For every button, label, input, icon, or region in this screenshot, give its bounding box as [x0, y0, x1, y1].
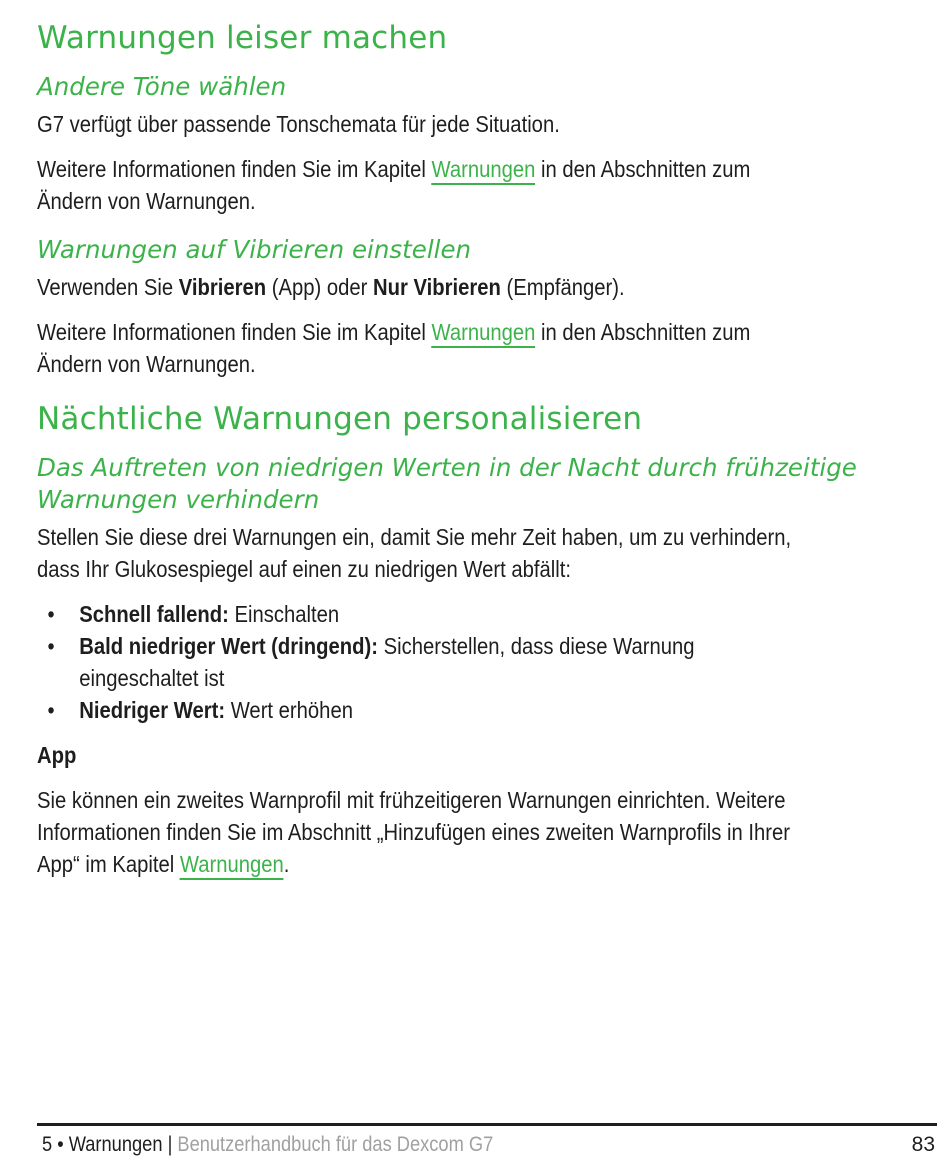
paragraph-more-info-1 [37, 153, 930, 217]
bullet-text: Wert erhöhen [225, 697, 353, 723]
section-heading-quieter-alerts: Warnungen leiser machen [37, 20, 448, 56]
app-heading [37, 739, 930, 771]
paragraph-use-vibrate [37, 271, 930, 303]
section-heading-night-alerts: Nächtliche Warnungen personalisieren [37, 401, 643, 437]
text-change-alerts: Ändern von Warnungen. [37, 351, 256, 377]
footer-text [42, 1131, 934, 1157]
page-number: 83 [911, 1133, 935, 1156]
text-vibrieren-bold: Vibrieren [178, 274, 267, 300]
subheading-line: Das Auftreten von niedrigen Werten in der Nacht durch frühzeitige [37, 453, 857, 482]
list-item [37, 694, 930, 726]
paragraph-set-three-alerts [37, 521, 930, 585]
subheading-set-vibrate: Warnungen auf Vibrieren einstellen [37, 235, 472, 264]
bullet-label: Bald niedriger Wert (dringend): [79, 633, 378, 659]
list-item [37, 630, 930, 694]
text-line: Sie können ein zweites Warnprofil mit frühzeitigeren Warnungen einrichten. Weitere [37, 787, 786, 813]
footer-divider [37, 1123, 937, 1126]
text-receiver: (Empfänger). [500, 274, 625, 300]
text-period: . [283, 851, 290, 877]
text-app-or: (App) oder [266, 274, 374, 300]
bullet-icon: • [47, 601, 55, 627]
text-line: dass Ihr Glukosespiegel auf einen zu niedrigen Wert abfällt: [37, 556, 572, 582]
list-item [37, 598, 930, 630]
text-line: Informationen finden Sie im Abschnitt „Hinzufügen eines zweiten Warnprofils in Ihrer [37, 819, 791, 845]
app-heading-text: App [37, 742, 77, 768]
bullet-text-continued: eingeschaltet ist [79, 665, 225, 691]
text-nur-vibrieren-bold: Nur Vibrieren [373, 274, 501, 300]
paragraph-more-info-2 [37, 316, 930, 380]
text-more-info: Weitere Informationen finden Sie im Kapitel [37, 156, 432, 182]
bullet-text: Sicherstellen, dass diese Warnung [377, 633, 695, 659]
footer-chapter: 5 • Warnungen [42, 1133, 163, 1156]
link-warnungen-chapter[interactable]: Warnungen [432, 319, 536, 348]
text-sections: in den Abschnitten zum [535, 156, 751, 182]
bullet-text: Einschalten [228, 601, 340, 627]
page-content [37, 0, 927, 880]
bullet-icon: • [47, 633, 55, 659]
paragraph-second-profile [37, 784, 930, 880]
subheading-prevent-lows [37, 452, 927, 516]
link-warnungen-chapter[interactable]: Warnungen [432, 156, 536, 185]
bullet-icon: • [47, 697, 55, 723]
text-more-info: Weitere Informationen finden Sie im Kapitel [37, 319, 432, 345]
alert-bullet-list [37, 598, 930, 726]
text-line: Stellen Sie diese drei Warnungen ein, damit Sie mehr Zeit haben, um zu verhindern, [37, 524, 792, 550]
footer-separator: | [162, 1133, 178, 1156]
subheading-choose-tones: Andere Töne wählen [37, 72, 287, 101]
text-line: App“ im Kapitel [37, 851, 180, 877]
bullet-label: Niedriger Wert: [79, 697, 226, 723]
text-change-alerts: Ändern von Warnungen. [37, 188, 256, 214]
text-use: Verwenden Sie [37, 274, 179, 300]
bullet-label: Schnell fallend: [79, 601, 229, 627]
text-sections: in den Abschnitten zum [535, 319, 751, 345]
footer-manual-title: Benutzerhandbuch für das Dexcom G7 [177, 1133, 494, 1156]
paragraph-tone-schemes: G7 verfügt über passende Tonschemata für jede Situation. [37, 111, 560, 137]
subheading-line: Warnungen verhindern [37, 485, 320, 514]
link-warnungen-chapter[interactable]: Warnungen [180, 851, 284, 880]
